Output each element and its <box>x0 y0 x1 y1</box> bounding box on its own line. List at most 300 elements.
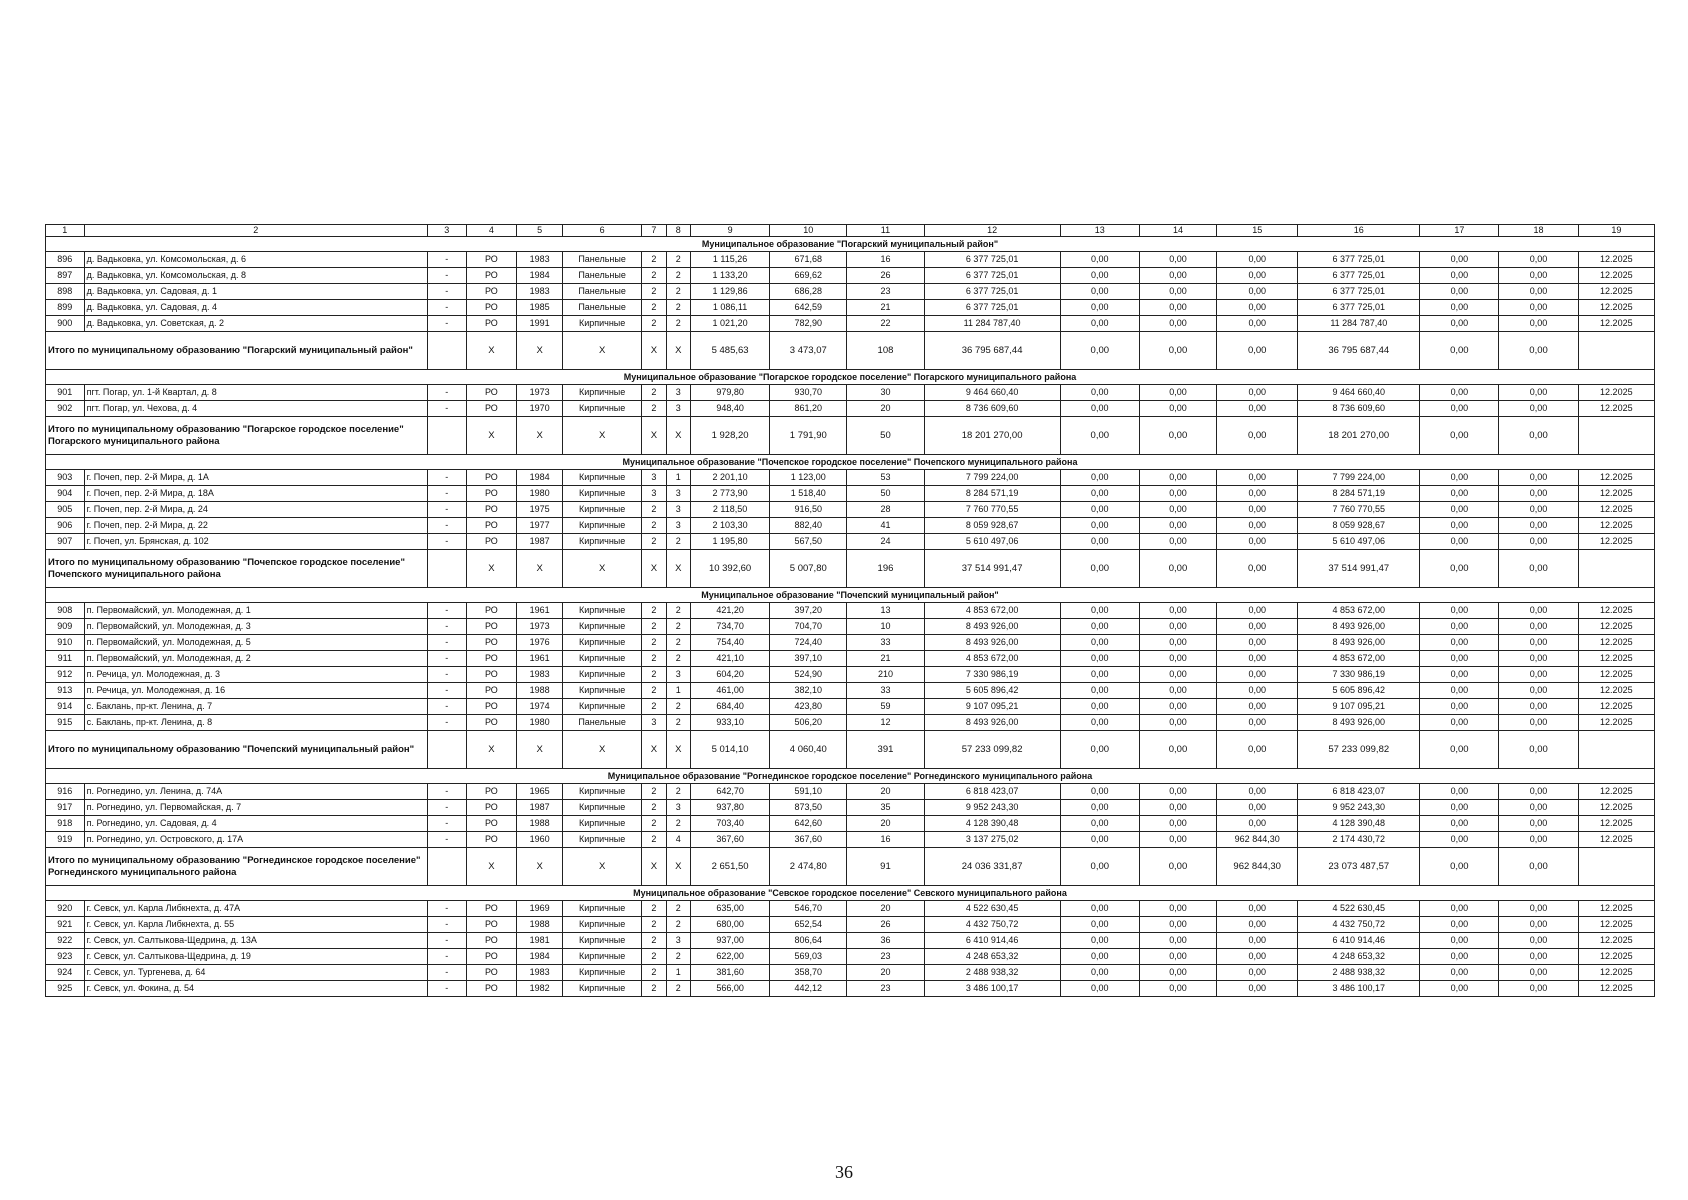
section-title: Муниципальное образование "Почепское городское поселение" Почепского муниципального района <box>46 455 1655 470</box>
table-cell: 0,00 <box>1060 316 1139 332</box>
table-cell: 442,12 <box>770 981 847 997</box>
table-cell: 8 493 926,00 <box>1298 635 1420 651</box>
table-cell: 0,00 <box>1139 502 1216 518</box>
table-cell: 9 952 243,30 <box>1298 800 1420 816</box>
table-cell: 0,00 <box>1060 981 1139 997</box>
table-cell: 12.2025 <box>1578 981 1654 997</box>
table-cell: 1 518,40 <box>770 486 847 502</box>
table-cell: 0,00 <box>1420 949 1499 965</box>
total-cell <box>1578 550 1654 588</box>
table-cell: 566,00 <box>690 981 769 997</box>
table-cell: РО <box>466 901 517 917</box>
address-cell: г. Почеп, пер. 2-й Мира, д. 24 <box>84 502 427 518</box>
section-title: Муниципальное образование "Почепский муниципальный район" <box>46 588 1655 603</box>
table-cell: 8 493 926,00 <box>1298 715 1420 731</box>
table-cell: 1983 <box>517 965 563 981</box>
table-cell: 9 952 243,30 <box>924 800 1060 816</box>
table-row <box>46 518 1655 534</box>
table-row <box>46 683 1655 699</box>
section-title-row <box>46 769 1655 784</box>
total-cell: Х <box>517 417 563 455</box>
table-cell: 0,00 <box>1420 832 1499 848</box>
table-cell: 0,00 <box>1060 901 1139 917</box>
table-cell: 920 <box>46 901 85 917</box>
table-cell: 0,00 <box>1420 502 1499 518</box>
table-cell: 669,62 <box>770 268 847 284</box>
total-row <box>46 332 1655 370</box>
table-cell: РО <box>466 300 517 316</box>
table-row <box>46 784 1655 800</box>
table-cell: 1983 <box>517 667 563 683</box>
table-cell: 3 <box>642 715 666 731</box>
table-cell: 16 <box>847 252 924 268</box>
table-cell: 1 086,11 <box>690 300 769 316</box>
table-cell: РО <box>466 800 517 816</box>
total-cell: 0,00 <box>1217 332 1298 370</box>
table-cell: 0,00 <box>1139 619 1216 635</box>
total-cell <box>427 417 466 455</box>
table-cell: 0,00 <box>1499 486 1578 502</box>
table-cell: 2 <box>666 316 690 332</box>
table-cell: 0,00 <box>1217 470 1298 486</box>
table-cell: Панельные <box>563 252 642 268</box>
table-cell: 53 <box>847 470 924 486</box>
table-cell: 2 <box>642 651 666 667</box>
total-label: Итого по муниципальному образованию "Погарский муниципальный район" <box>46 332 428 370</box>
table-row <box>46 401 1655 417</box>
table-cell: 8 284 571,19 <box>1298 486 1420 502</box>
table-cell: 899 <box>46 300 85 316</box>
table-cell: 0,00 <box>1420 284 1499 300</box>
total-cell: 0,00 <box>1139 731 1216 769</box>
table-cell: Кирпичные <box>563 603 642 619</box>
total-cell: 0,00 <box>1217 417 1298 455</box>
table-cell: 524,90 <box>770 667 847 683</box>
table-cell: 1975 <box>517 502 563 518</box>
table-cell: РО <box>466 268 517 284</box>
table-cell: 0,00 <box>1060 502 1139 518</box>
table-cell: 35 <box>847 800 924 816</box>
page-number: 36 <box>835 1162 853 1182</box>
total-cell: Х <box>563 332 642 370</box>
table-cell: 4 853 672,00 <box>924 603 1060 619</box>
total-cell: 36 795 687,44 <box>1298 332 1420 370</box>
table-cell: 12.2025 <box>1578 518 1654 534</box>
table-cell: 0,00 <box>1420 933 1499 949</box>
table-cell: 704,70 <box>770 619 847 635</box>
table-cell: Кирпичные <box>563 699 642 715</box>
table-cell: 4 128 390,48 <box>1298 816 1420 832</box>
table-cell: 7 799 224,00 <box>924 470 1060 486</box>
table-cell: 2 <box>642 699 666 715</box>
table-cell: 0,00 <box>1499 981 1578 997</box>
total-cell: 196 <box>847 550 924 588</box>
table-cell: 0,00 <box>1060 933 1139 949</box>
table-cell: 2 <box>642 284 666 300</box>
total-cell: 0,00 <box>1060 332 1139 370</box>
total-cell: 0,00 <box>1139 848 1216 886</box>
table-cell: 8 493 926,00 <box>924 715 1060 731</box>
table-cell: Кирпичные <box>563 401 642 417</box>
table-cell: 2 <box>666 284 690 300</box>
table-cell: 882,40 <box>770 518 847 534</box>
table-cell: - <box>427 300 466 316</box>
table-cell: 2 <box>666 699 690 715</box>
table-cell: 506,20 <box>770 715 847 731</box>
table-cell: 0,00 <box>1060 300 1139 316</box>
table-cell: 905 <box>46 502 85 518</box>
table-cell: 901 <box>46 385 85 401</box>
address-cell: п. Первомайский, ул. Молодежная, д. 5 <box>84 635 427 651</box>
table-cell: 0,00 <box>1139 401 1216 417</box>
total-cell: 0,00 <box>1060 731 1139 769</box>
table-cell: 734,70 <box>690 619 769 635</box>
table-cell: 2 <box>642 300 666 316</box>
total-cell: Х <box>666 550 690 588</box>
total-cell: 37 514 991,47 <box>1298 550 1420 588</box>
total-cell: 0,00 <box>1217 550 1298 588</box>
column-number-cell: 1 <box>46 225 85 237</box>
table-cell: 12.2025 <box>1578 651 1654 667</box>
address-cell: г. Севск, ул. Карла Либкнехта, д. 47А <box>84 901 427 917</box>
table-cell: 3 <box>666 518 690 534</box>
table-cell: 0,00 <box>1499 816 1578 832</box>
table-cell: 6 377 725,01 <box>1298 268 1420 284</box>
table-cell: 1983 <box>517 252 563 268</box>
column-number-cell: 13 <box>1060 225 1139 237</box>
total-cell: 5 485,63 <box>690 332 769 370</box>
table-cell: РО <box>466 933 517 949</box>
table-cell: 924 <box>46 965 85 981</box>
table-cell: РО <box>466 635 517 651</box>
table-cell: Кирпичные <box>563 518 642 534</box>
table-cell: 642,70 <box>690 784 769 800</box>
table-cell: 41 <box>847 518 924 534</box>
total-cell: 0,00 <box>1420 550 1499 588</box>
column-number-cell: 12 <box>924 225 1060 237</box>
table-cell: 0,00 <box>1139 816 1216 832</box>
table-cell: 0,00 <box>1217 715 1298 731</box>
table-cell: 916 <box>46 784 85 800</box>
table-cell: 9 107 095,21 <box>1298 699 1420 715</box>
table-cell: 1982 <box>517 981 563 997</box>
table-cell: 0,00 <box>1139 470 1216 486</box>
table-cell: 1988 <box>517 683 563 699</box>
table-row <box>46 534 1655 550</box>
table-row <box>46 635 1655 651</box>
table-cell: 2 <box>666 252 690 268</box>
table-cell: 12.2025 <box>1578 949 1654 965</box>
table-cell: 2 <box>666 651 690 667</box>
table-cell: 382,10 <box>770 683 847 699</box>
section-title-row <box>46 237 1655 252</box>
table-cell: 461,00 <box>690 683 769 699</box>
table-cell: 0,00 <box>1499 470 1578 486</box>
table-cell: - <box>427 784 466 800</box>
table-cell: 0,00 <box>1060 965 1139 981</box>
table-cell: 917 <box>46 800 85 816</box>
total-label: Итого по муниципальному образованию "Погарское городское поселение" Погарского муниципального района <box>46 417 428 455</box>
table-cell: 0,00 <box>1060 401 1139 417</box>
table-cell: 1970 <box>517 401 563 417</box>
table-cell: 0,00 <box>1139 518 1216 534</box>
table-cell: 0,00 <box>1420 715 1499 731</box>
table-cell: 0,00 <box>1060 683 1139 699</box>
table-cell: 4 432 750,72 <box>924 917 1060 933</box>
table-cell: 925 <box>46 981 85 997</box>
table-cell: 397,20 <box>770 603 847 619</box>
total-label: Итого по муниципальному образованию "Рогнединское городское поселение" Рогнединского муниципального района <box>46 848 428 886</box>
table-cell: Кирпичные <box>563 534 642 550</box>
table-cell: РО <box>466 252 517 268</box>
table-cell: 0,00 <box>1217 651 1298 667</box>
table-row <box>46 667 1655 683</box>
table-cell: 0,00 <box>1217 252 1298 268</box>
table-cell: - <box>427 486 466 502</box>
table-cell: 12.2025 <box>1578 252 1654 268</box>
table-cell: 28 <box>847 502 924 518</box>
table-cell: 4 248 653,32 <box>924 949 1060 965</box>
table-cell: 8 059 928,67 <box>924 518 1060 534</box>
table-cell: 1981 <box>517 933 563 949</box>
table-cell: 21 <box>847 651 924 667</box>
table-cell: 4 522 630,45 <box>1298 901 1420 917</box>
table-cell: 1 <box>666 470 690 486</box>
table-cell: РО <box>466 784 517 800</box>
table-cell: 1991 <box>517 316 563 332</box>
address-cell: г. Почеп, пер. 2-й Мира, д. 18А <box>84 486 427 502</box>
column-number-cell: 8 <box>666 225 690 237</box>
table-cell: - <box>427 683 466 699</box>
table-cell: 2 <box>666 981 690 997</box>
total-cell: 50 <box>847 417 924 455</box>
table-cell: 948,40 <box>690 401 769 417</box>
table-cell: 916,50 <box>770 502 847 518</box>
total-cell: Х <box>642 550 666 588</box>
table-cell: 2 <box>642 502 666 518</box>
section-title: Муниципальное образование "Рогнединское городское поселение" Рогнединского муниципального района <box>46 769 1655 784</box>
total-cell: 0,00 <box>1139 417 1216 455</box>
table-cell: 0,00 <box>1420 917 1499 933</box>
table-cell: 16 <box>847 832 924 848</box>
table-cell: 4 853 672,00 <box>924 651 1060 667</box>
table-cell: РО <box>466 534 517 550</box>
table-cell: 36 <box>847 933 924 949</box>
table-cell: 3 <box>666 385 690 401</box>
table-cell: 1988 <box>517 917 563 933</box>
address-cell: п. Рогнедино, ул. Ленина, д. 74А <box>84 784 427 800</box>
table-cell: 1984 <box>517 268 563 284</box>
table-cell: - <box>427 832 466 848</box>
column-number-cell: 17 <box>1420 225 1499 237</box>
table-cell: 0,00 <box>1217 784 1298 800</box>
total-cell <box>427 550 466 588</box>
table-cell: 12.2025 <box>1578 603 1654 619</box>
table-cell: 0,00 <box>1139 933 1216 949</box>
table-cell: 2 <box>642 268 666 284</box>
table-cell: РО <box>466 917 517 933</box>
table-cell: РО <box>466 619 517 635</box>
table-cell: 26 <box>847 917 924 933</box>
table-cell: - <box>427 901 466 917</box>
table-cell: 21 <box>847 300 924 316</box>
table-cell: 2 <box>642 401 666 417</box>
total-cell: 0,00 <box>1499 417 1578 455</box>
table-cell: 897 <box>46 268 85 284</box>
table-cell: 0,00 <box>1217 901 1298 917</box>
total-label: Итого по муниципальному образованию "Почепский муниципальный район" <box>46 731 428 769</box>
column-number-cell: 5 <box>517 225 563 237</box>
table-cell: 1984 <box>517 470 563 486</box>
table-cell: 1985 <box>517 300 563 316</box>
address-cell: п. Речица, ул. Молодежная, д. 3 <box>84 667 427 683</box>
table-cell: 33 <box>847 635 924 651</box>
table-row <box>46 316 1655 332</box>
table-cell: Кирпичные <box>563 901 642 917</box>
table-row <box>46 603 1655 619</box>
table-cell: 904 <box>46 486 85 502</box>
table-cell: 0,00 <box>1499 917 1578 933</box>
table-cell: - <box>427 981 466 997</box>
table-cell: 0,00 <box>1420 401 1499 417</box>
address-cell: г. Почеп, ул. Брянская, д. 102 <box>84 534 427 550</box>
total-cell <box>427 848 466 886</box>
table-cell: 0,00 <box>1499 284 1578 300</box>
table-cell: РО <box>466 715 517 731</box>
table-cell: 0,00 <box>1060 534 1139 550</box>
address-cell: п. Речица, ул. Молодежная, д. 16 <box>84 683 427 699</box>
table-cell: 0,00 <box>1217 635 1298 651</box>
table-cell: - <box>427 917 466 933</box>
table-cell: 0,00 <box>1139 603 1216 619</box>
table-cell: 0,00 <box>1060 486 1139 502</box>
table-cell: 921 <box>46 917 85 933</box>
table-cell: 1 <box>666 965 690 981</box>
table-cell: - <box>427 603 466 619</box>
table-row <box>46 800 1655 816</box>
table-cell: 903 <box>46 470 85 486</box>
table-cell: РО <box>466 284 517 300</box>
table-cell: РО <box>466 518 517 534</box>
table-cell: - <box>427 470 466 486</box>
table-cell: 910 <box>46 635 85 651</box>
total-cell: Х <box>666 848 690 886</box>
table-cell: 5 610 497,06 <box>924 534 1060 550</box>
table-row <box>46 901 1655 917</box>
table-cell: 0,00 <box>1139 316 1216 332</box>
table-cell: 0,00 <box>1420 635 1499 651</box>
table-cell: 2 <box>642 981 666 997</box>
table-cell: 0,00 <box>1499 800 1578 816</box>
table-row <box>46 832 1655 848</box>
table-cell: 684,40 <box>690 699 769 715</box>
table-cell: 0,00 <box>1217 486 1298 502</box>
column-number-cell: 18 <box>1499 225 1578 237</box>
table-cell: 896 <box>46 252 85 268</box>
total-cell: 0,00 <box>1060 550 1139 588</box>
table-cell: 0,00 <box>1499 949 1578 965</box>
column-number-cell: 6 <box>563 225 642 237</box>
table-cell: 0,00 <box>1060 699 1139 715</box>
total-cell: 0,00 <box>1420 731 1499 769</box>
total-cell: 0,00 <box>1499 332 1578 370</box>
table-cell: - <box>427 949 466 965</box>
table-cell: 0,00 <box>1499 667 1578 683</box>
total-cell: 4 060,40 <box>770 731 847 769</box>
table-cell: 906 <box>46 518 85 534</box>
table-cell: - <box>427 502 466 518</box>
table-cell: 2 <box>642 385 666 401</box>
table-cell: 9 107 095,21 <box>924 699 1060 715</box>
column-number-cell: 19 <box>1578 225 1654 237</box>
table-cell: Кирпичные <box>563 981 642 997</box>
table-cell: 0,00 <box>1217 800 1298 816</box>
table-cell: 0,00 <box>1060 268 1139 284</box>
table-cell: 0,00 <box>1139 784 1216 800</box>
table-row <box>46 651 1655 667</box>
address-cell: п. Рогнедино, ул. Первомайская, д. 7 <box>84 800 427 816</box>
table-cell: 0,00 <box>1217 683 1298 699</box>
table-cell: 367,60 <box>690 832 769 848</box>
table-cell: 754,40 <box>690 635 769 651</box>
table-cell: Кирпичные <box>563 667 642 683</box>
table-cell: 2 201,10 <box>690 470 769 486</box>
total-cell: 24 036 331,87 <box>924 848 1060 886</box>
address-cell: п. Рогнедино, ул. Садовая, д. 4 <box>84 816 427 832</box>
column-number-cell: 7 <box>642 225 666 237</box>
table-cell: 0,00 <box>1217 518 1298 534</box>
table-cell: РО <box>466 816 517 832</box>
table-cell: 546,70 <box>770 901 847 917</box>
column-number-cell: 4 <box>466 225 517 237</box>
table-cell: 0,00 <box>1420 965 1499 981</box>
table-cell: 1961 <box>517 651 563 667</box>
table-cell: 2 <box>666 534 690 550</box>
total-cell: 0,00 <box>1217 731 1298 769</box>
total-cell: Х <box>642 848 666 886</box>
table-cell: 2 <box>642 933 666 949</box>
table-cell: 3 <box>642 486 666 502</box>
table-cell: 0,00 <box>1499 300 1578 316</box>
table-cell: 3 <box>666 800 690 816</box>
total-cell: 0,00 <box>1139 332 1216 370</box>
table-cell: 0,00 <box>1499 965 1578 981</box>
table-cell: 3 486 100,17 <box>1298 981 1420 997</box>
table-cell: 6 377 725,01 <box>924 268 1060 284</box>
total-cell: Х <box>563 417 642 455</box>
table-cell: 6 410 914,46 <box>924 933 1060 949</box>
table-cell: - <box>427 401 466 417</box>
table-cell: 0,00 <box>1060 284 1139 300</box>
table-cell: 13 <box>847 603 924 619</box>
total-cell: 5 014,10 <box>690 731 769 769</box>
table-cell: 2 <box>642 683 666 699</box>
table-cell: 12.2025 <box>1578 816 1654 832</box>
table-cell: 3 <box>666 486 690 502</box>
table-cell: 0,00 <box>1217 619 1298 635</box>
table-cell: 12.2025 <box>1578 284 1654 300</box>
table-cell: 2 <box>642 965 666 981</box>
total-cell: 10 392,60 <box>690 550 769 588</box>
section-title-row <box>46 370 1655 385</box>
table-cell: Кирпичные <box>563 683 642 699</box>
table-cell: 8 736 609,60 <box>924 401 1060 417</box>
table-cell: 0,00 <box>1420 816 1499 832</box>
table-cell: 806,64 <box>770 933 847 949</box>
table-cell: - <box>427 635 466 651</box>
table-cell: 873,50 <box>770 800 847 816</box>
table-cell: РО <box>466 683 517 699</box>
